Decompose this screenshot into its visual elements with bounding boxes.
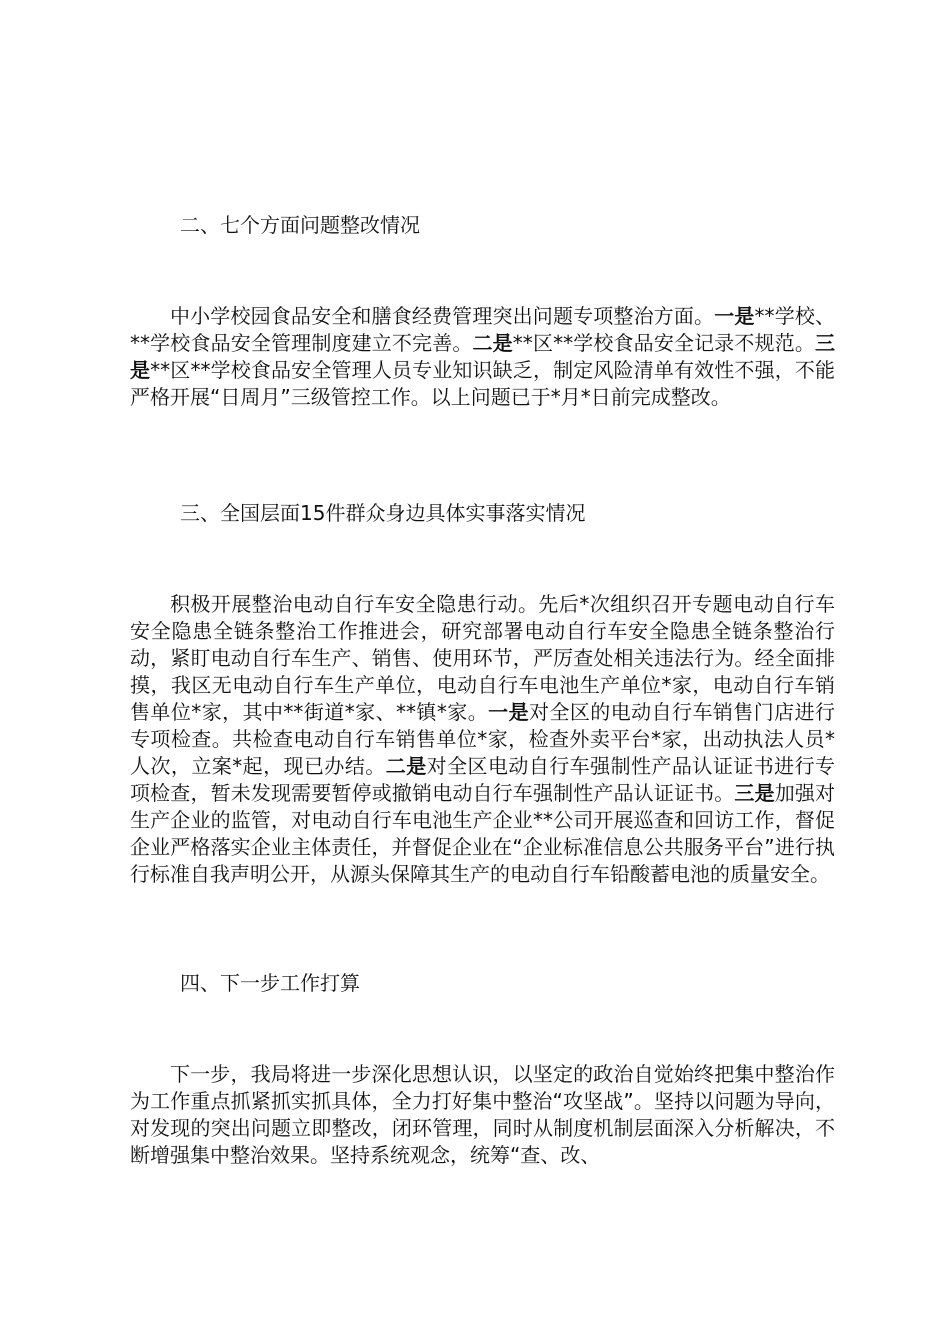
- paragraph-text: **区**学校食品安全管理人员专业知识缺乏，制定风险清单有效性不强，不能严格开展“日周月”三级管控工作。以上问题已于*月*日前完成整改。: [130, 358, 836, 409]
- section-paragraph-2: [130, 303, 835, 411]
- section-heading-3: 三、全国层面15件群众身边具体实事落实情况: [180, 501, 586, 525]
- emphasis-marker: 三是: [130, 331, 836, 382]
- section-heading-2: 二、七个方面问题整改情况: [180, 213, 420, 237]
- paragraph-text: 下一步，我局将进一步深化思想认识，以坚定的政治自觉始终把集中整治作为工作重点抓紧抓实抓具体，全力打好集中整治“攻坚战”。坚持以问题为导向，对发现的突出问题立即整改，闭环管理，同时从制度机制层面深入分析解决，不断增强集中整治效果。坚持系统观念，统筹“查、改、: [130, 1062, 835, 1167]
- section-paragraph-4: [130, 1061, 835, 1169]
- paragraph-text: **学校、**学校食品安全管理制度建立不完善。: [130, 304, 835, 355]
- paragraph-text: 积极开展整治电动自行车安全隐患行动。先后*次组织召开专题电动自行车安全隐患全链条整治工作推进会，研究部署电动自行车安全隐患全链条整治行动，紧盯电动自行车生产、销售、使用环节，严厉查处相关违法行为。经全面排摸，我区无电动自行车生产单位，电动自行车电池生产单位*家，电动自行车销售单位*家，其中**街道*家、**镇*家。: [130, 592, 835, 724]
- paragraph-text: 加强对生产企业的监管，对电动自行车电池生产企业**公司开展巡查和回访工作，督促企业严格落实企业主体责任，并督促企业在“企业标准信息公共服务平台”进行执行标准自我声明公开，从源头保障其生产的电动自行车铅酸蓄电池的质量安全。: [130, 781, 836, 886]
- emphasis-marker: 二是: [472, 331, 513, 355]
- paragraph-text: **区**学校食品安全记录不规范。: [512, 331, 816, 355]
- paragraph-text: 对全区的电动自行车销售门店进行专项检查。共检查电动自行车销售单位*家，检查外卖平台*家，出动执法人员*人次，立案*起，现已办结。: [130, 700, 836, 778]
- emphasis-marker: 二是: [385, 754, 427, 778]
- section-heading-4: 四、下一步工作打算: [180, 971, 360, 995]
- section-paragraph-3: [130, 591, 835, 888]
- emphasis-marker: 一是: [714, 304, 755, 328]
- paragraph-text: 对全区电动自行车强制性产品认证证书进行专项检查，暂未发现需要暂停或撤销电动自行车强制性产品认证证书。: [130, 754, 836, 805]
- emphasis-marker: 一是: [488, 700, 530, 724]
- emphasis-marker: 三是: [734, 781, 775, 805]
- paragraph-text: 中小学校园食品安全和膳食经费管理突出问题专项整治方面。: [170, 304, 715, 328]
